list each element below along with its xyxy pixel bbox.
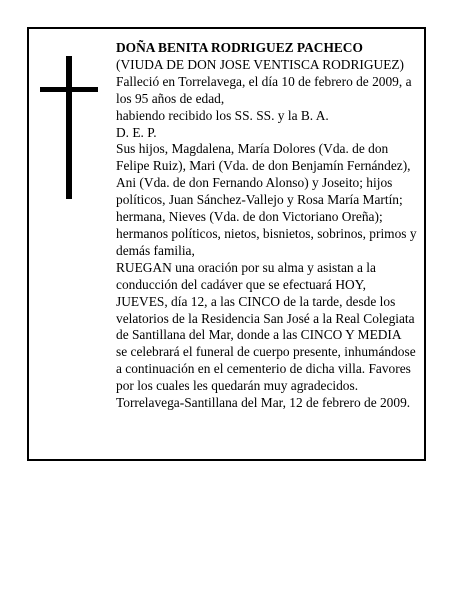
notice-line: hermana, Nieves (Vda. de don Victoriano Oreña); xyxy=(116,209,383,225)
deceased-name: DOÑA BENITA RODRIGUEZ PACHECO xyxy=(116,40,363,55)
notice-line: se celebrará el funeral de cuerpo presente, inhumándose xyxy=(116,344,416,360)
notice-line: políticos, Juan Sánchez-Vallejo y Rosa María Martín; xyxy=(116,192,403,208)
cross-vertical-bar xyxy=(66,56,72,199)
notice-line: Ani (Vda. de don Fernando Alonso) y Joseito; hijos xyxy=(116,175,393,191)
notice-line: de Santillana del Mar, donde a las CINCO Y MEDIA xyxy=(116,327,402,343)
notice-line: velatorios de la Residencia San José a la Real Colegiata xyxy=(116,310,415,326)
notice-line: (VIUDA DE DON JOSE VENTISCA RODRIGUEZ) xyxy=(116,56,405,72)
notice-line: JUEVES, día 12, a las CINCO de la tarde, desde los xyxy=(116,293,396,309)
notice-line: Falleció en Torrelavega, el día 10 de febrero de 2009, a xyxy=(116,73,412,89)
notice-line: demás familia, xyxy=(116,242,195,258)
notice-line: por los cuales les quedarán muy agradecidos. xyxy=(116,378,359,394)
notice-line: Sus hijos, Magdalena, María Dolores (Vda. de don xyxy=(116,141,389,157)
notice-line: RUEGAN una oración por su alma y asistan a la xyxy=(116,259,376,275)
notice-line: conducción del cadáver que se efectuará HOY, xyxy=(116,276,366,292)
obituary-notice xyxy=(27,27,426,461)
cross-icon xyxy=(40,56,98,199)
notice-line: Felipe Ruiz), Mari (Vda. de don Benjamín Fernández), xyxy=(116,158,411,174)
notice-line: los 95 años de edad, xyxy=(116,90,225,106)
cross-horizontal-bar xyxy=(40,87,98,92)
notice-line: a continuación en el cementerio de dicha villa. Favores xyxy=(116,361,411,377)
notice-line: hermanos políticos, nietos, bisnietos, sobrinos, primos y xyxy=(116,225,417,241)
notice-text xyxy=(116,40,426,412)
notice-line: habiendo recibido los SS. SS. y la B. A. xyxy=(116,107,329,123)
notice-line: Torrelavega-Santillana del Mar, 12 de febrero de 2009. xyxy=(116,395,411,411)
notice-line: D. E. P. xyxy=(116,124,157,140)
